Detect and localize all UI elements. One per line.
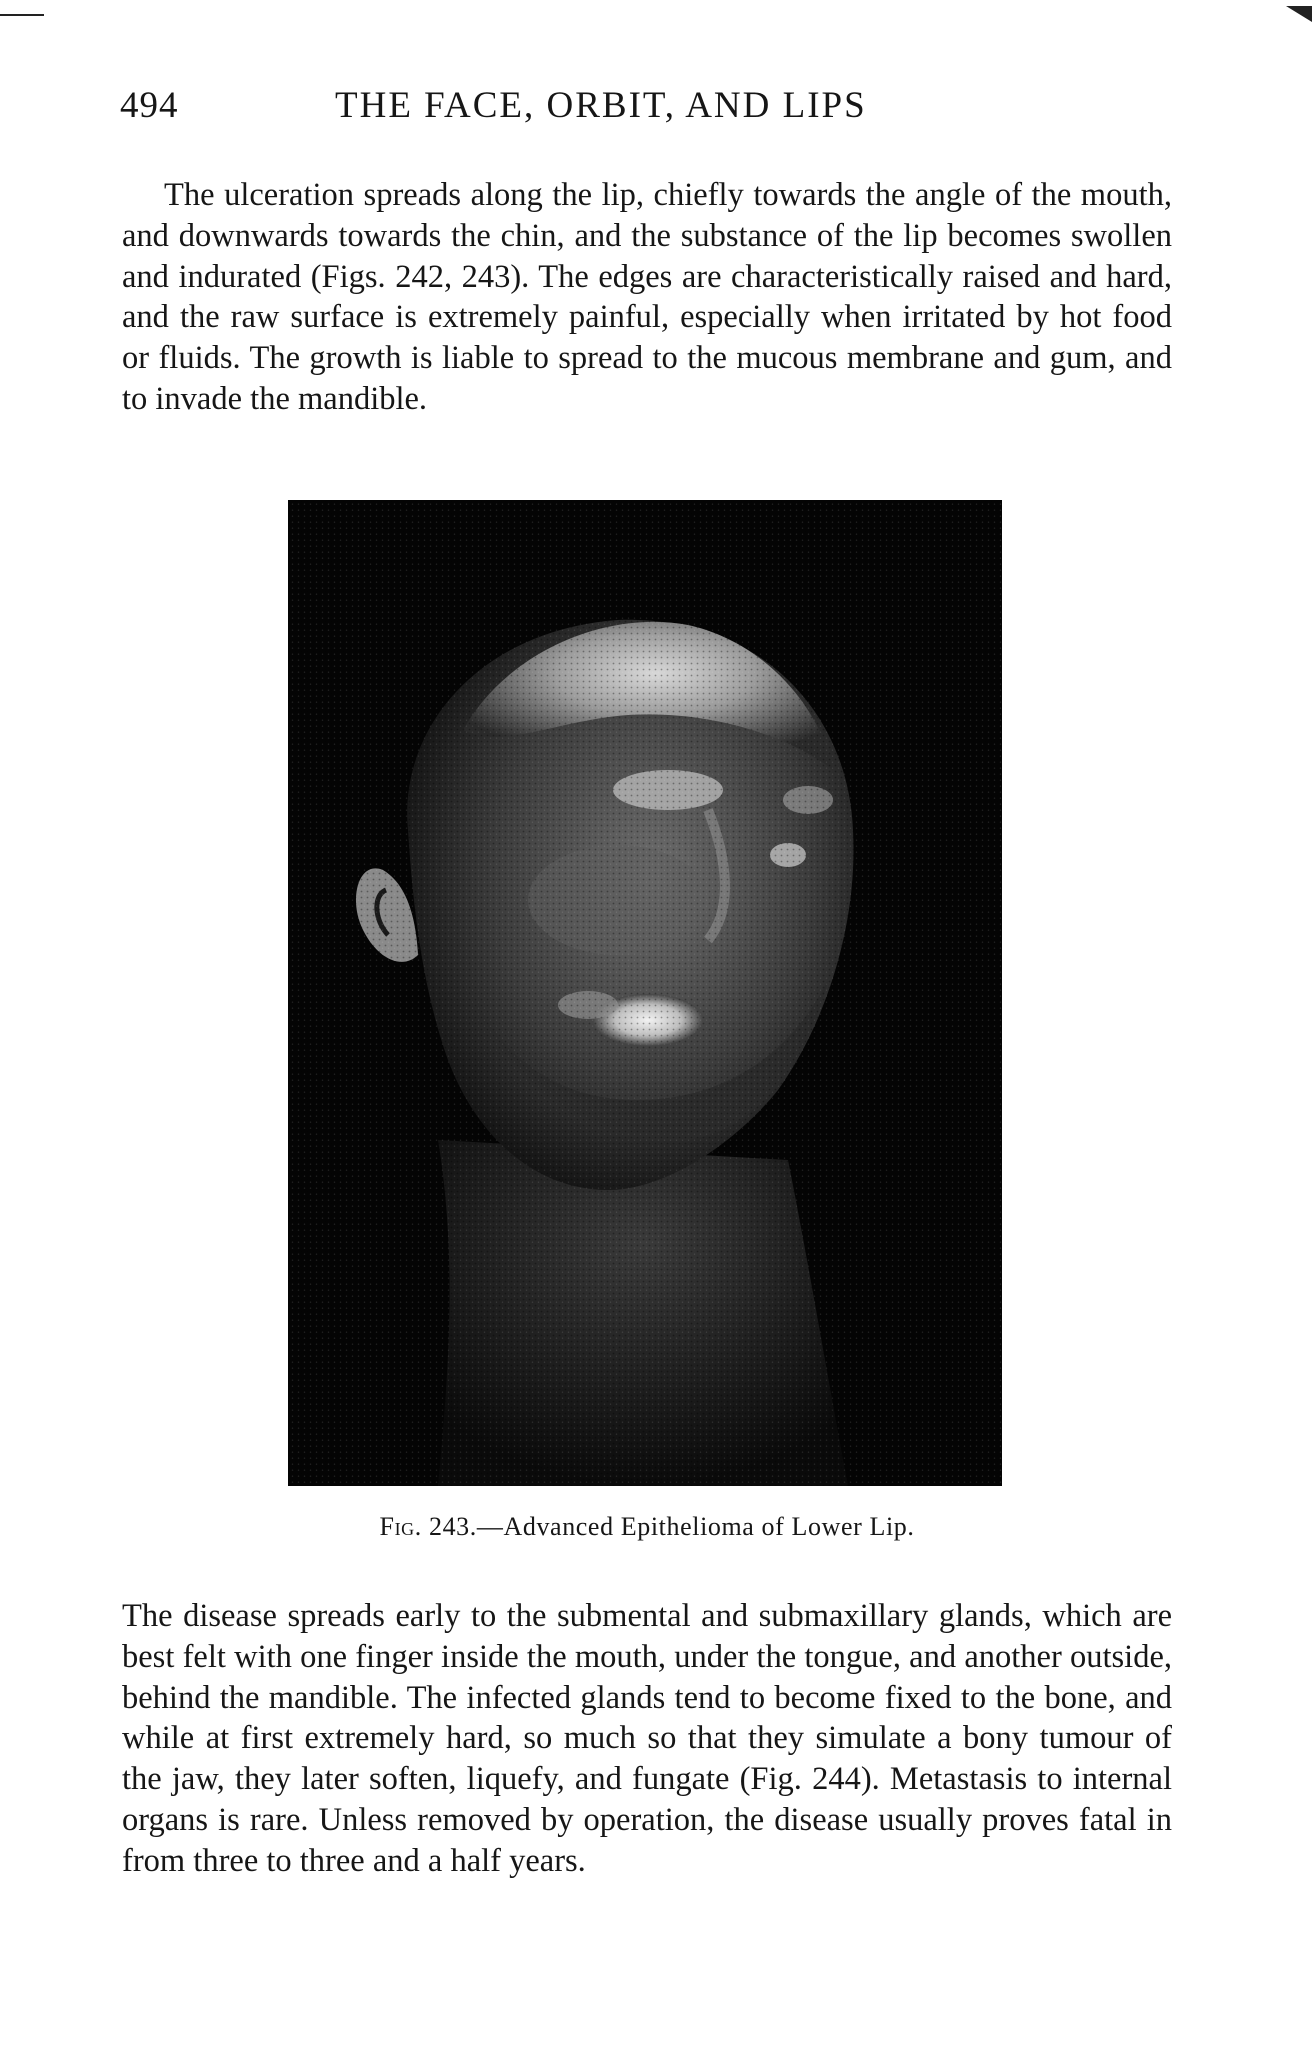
scan-corner-mark [1286, 6, 1312, 22]
figure-caption [122, 1512, 1172, 1542]
figure-caption-text: —Advanced Epithelioma of Lower Lip. [476, 1512, 915, 1541]
face-photograph-illustration [288, 500, 1002, 1486]
clinical-photograph [288, 500, 1002, 1486]
body-paragraph-1: The ulceration spreads along the lip, chiefly towards the angle of the mouth, and downwards towards the chin, and the substance of the lip becomes swollen and indurated (Figs. 242, 243). The edges are characteristically raised and hard, and the raw surface is extremely painful, especially when irritated by hot food or fluids. The growth is liable to spread to the mucous membrane and gum, and to invade the mandible. [122, 177, 1172, 417]
scan-edge-mark [0, 14, 44, 16]
body-paragraph-2: The disease spreads early to the submental and submaxillary glands, which are best felt with one finger inside the mouth, under the tongue, and another outside, behind the mandible. The infected glands tend to become fixed to the bone, and while at first extremely hard, so much so that they simulate a bony tumour of the jaw, they later soften, liquefy, and fungate (Fig. 244). Metastasis to internal organs is rare. Unless removed by operation, the disease usually proves fatal in from three to three and a half years. [122, 1598, 1172, 1879]
figure-caption-label: Fig. 243. [379, 1512, 477, 1541]
page-number: 494 [120, 85, 179, 126]
running-head [120, 84, 1172, 134]
running-title: THE FACE, ORBIT, AND LIPS [335, 85, 867, 126]
